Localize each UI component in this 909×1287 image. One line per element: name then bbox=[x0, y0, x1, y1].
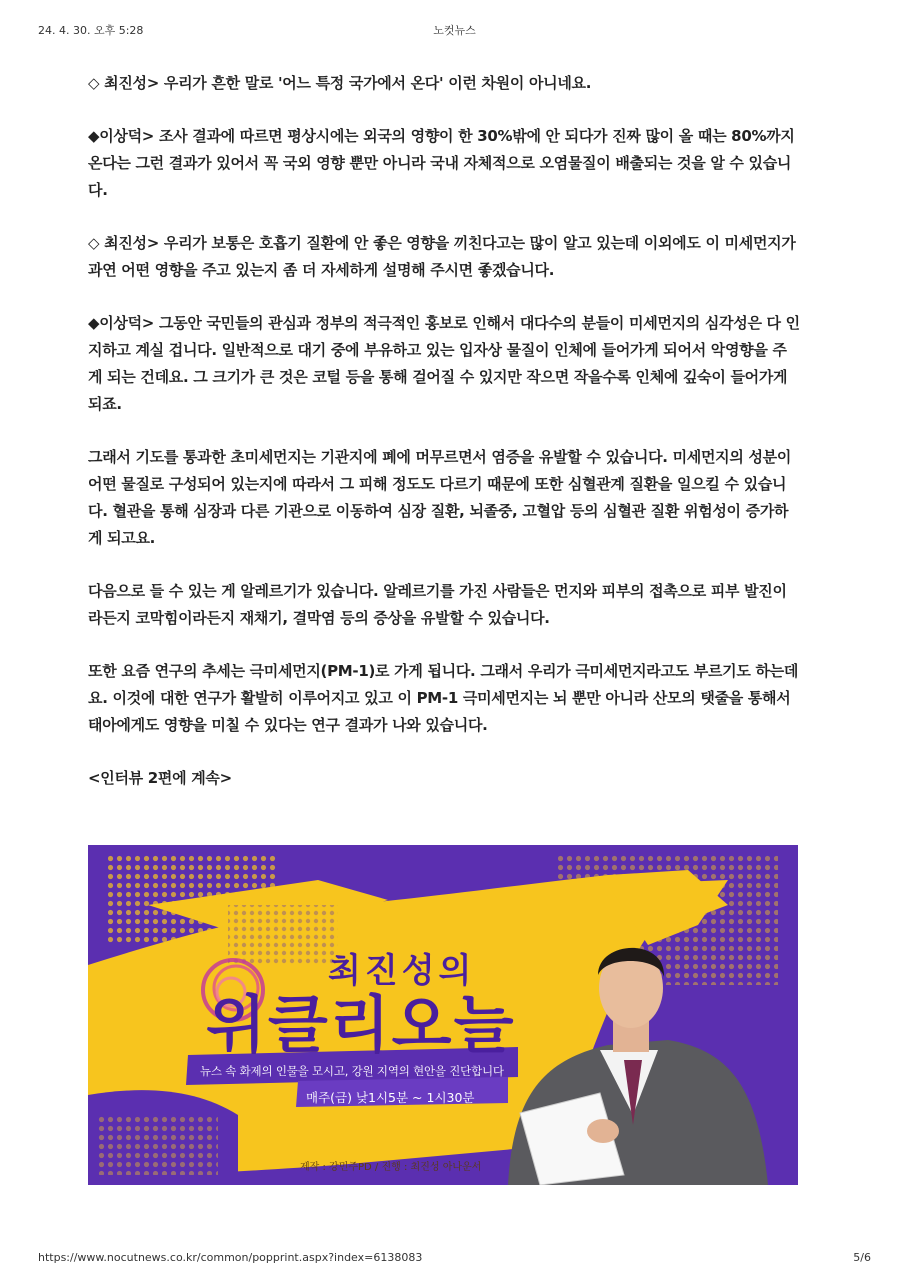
site-title: 노컷뉴스 bbox=[433, 24, 476, 37]
program-banner-image bbox=[88, 845, 798, 1185]
page-number: 5/6 bbox=[853, 1251, 871, 1264]
article-paragraph: ◆이상덕> 조사 결과에 따르면 평상시에는 외국의 영향이 한 30%밖에 안 되다가 진짜 많이 올 때는 80%까지 온다는 그런 결과가 있어서 꼭 국외 영향 뿐만 아니라 국내 자체적으로 오염물질이 배출되는 것을 알 수 있습니다. bbox=[88, 127, 795, 199]
banner-main-title: 위클리오늘 bbox=[206, 988, 516, 1061]
article-paragraph: 그래서 기도를 통과한 초미세먼지는 기관지에 폐에 머무르면서 염증을 유발할 수 있습니다. 미세먼지의 성분이 어떤 물질로 구성되어 있는지에 따라서 그 피해 정도도 다르기 때문에 또한 심혈관계 질환을 일으킬 수 있습니다. 혈관을 통해 심장과 다른 기관으로 이동하여 심장 질환, 뇌졸중, 고혈압 등의 심혈관 질환 위험성이 증가하게 되고요. bbox=[88, 448, 792, 547]
article-paragraph: ◇ 최진성> 우리가 흔한 말로 '어느 특정 국가에서 온다' 이런 차원이 아니네요. bbox=[88, 74, 592, 92]
banner-schedule: 매주(금) 낮1시5분 ~ 1시30분 bbox=[306, 1090, 475, 1105]
article-body bbox=[88, 70, 800, 818]
page-url: https://www.nocutnews.co.kr/common/popprint.aspx?index=6138083 bbox=[38, 1251, 423, 1264]
article-paragraph: 다음으로 들 수 있는 게 알레르기가 있습니다. 알레르기를 가진 사람들은 먼지와 피부의 접촉으로 피부 발진이라든지 코막힘이라든지 재채기, 결막염 등의 증상을 유발할 수 있습니다. bbox=[88, 582, 787, 627]
print-footer bbox=[38, 1251, 871, 1267]
banner-credits: 제작 : 강민주PD / 진행 : 최진성 아나운서 bbox=[300, 1162, 482, 1173]
print-header bbox=[38, 22, 871, 38]
print-datetime: 24. 4. 30. 오후 5:28 bbox=[38, 24, 144, 37]
article-paragraph: 또한 요즘 연구의 추세는 극미세먼지(PM-1)로 가게 됩니다. 그래서 우리가 극미세먼지라고도 부르기도 하는데요. 이것에 대한 연구가 활발히 이루어지고 있고 이 PM-1 극미세먼지는 뇌 뿐만 아니라 산모의 탯줄을 통해서 태아에게도 영향을 미칠 수 있다는 연구 결과가 나와 있습니다. bbox=[88, 662, 799, 734]
article-paragraph: ◇ 최진성> 우리가 보통은 호흡기 질환에 안 좋은 영향을 끼친다고는 많이 알고 있는데 이외에도 이 미세먼지가 과연 어떤 영향을 주고 있는지 좀 더 자세하게 설명해 주시면 좋겠습니다. bbox=[88, 234, 796, 279]
continuation-note: <인터뷰 2편에 계속> bbox=[88, 769, 232, 787]
banner-subtitle: 뉴스 속 화제의 인물을 모시고, 강원 지역의 현안을 진단합니다 bbox=[200, 1064, 504, 1078]
banner-pre-title: 최진성의 bbox=[328, 951, 476, 991]
article-paragraph: ◆이상덕> 그동안 국민들의 관심과 정부의 적극적인 홍보로 인해서 대다수의 분들이 미세먼지의 심각성은 다 인지하고 계실 겁니다. 일반적으로 대기 중에 부유하고 있는 입자상 물질이 인체에 들어가게 되어서 악영향을 주게 되는 건데요. 그 크기가 큰 것은 코털 등을 통해 걸어질 수 있지만 작으면 작을수록 인체에 깊숙이 들어가게 되죠. bbox=[88, 314, 800, 413]
